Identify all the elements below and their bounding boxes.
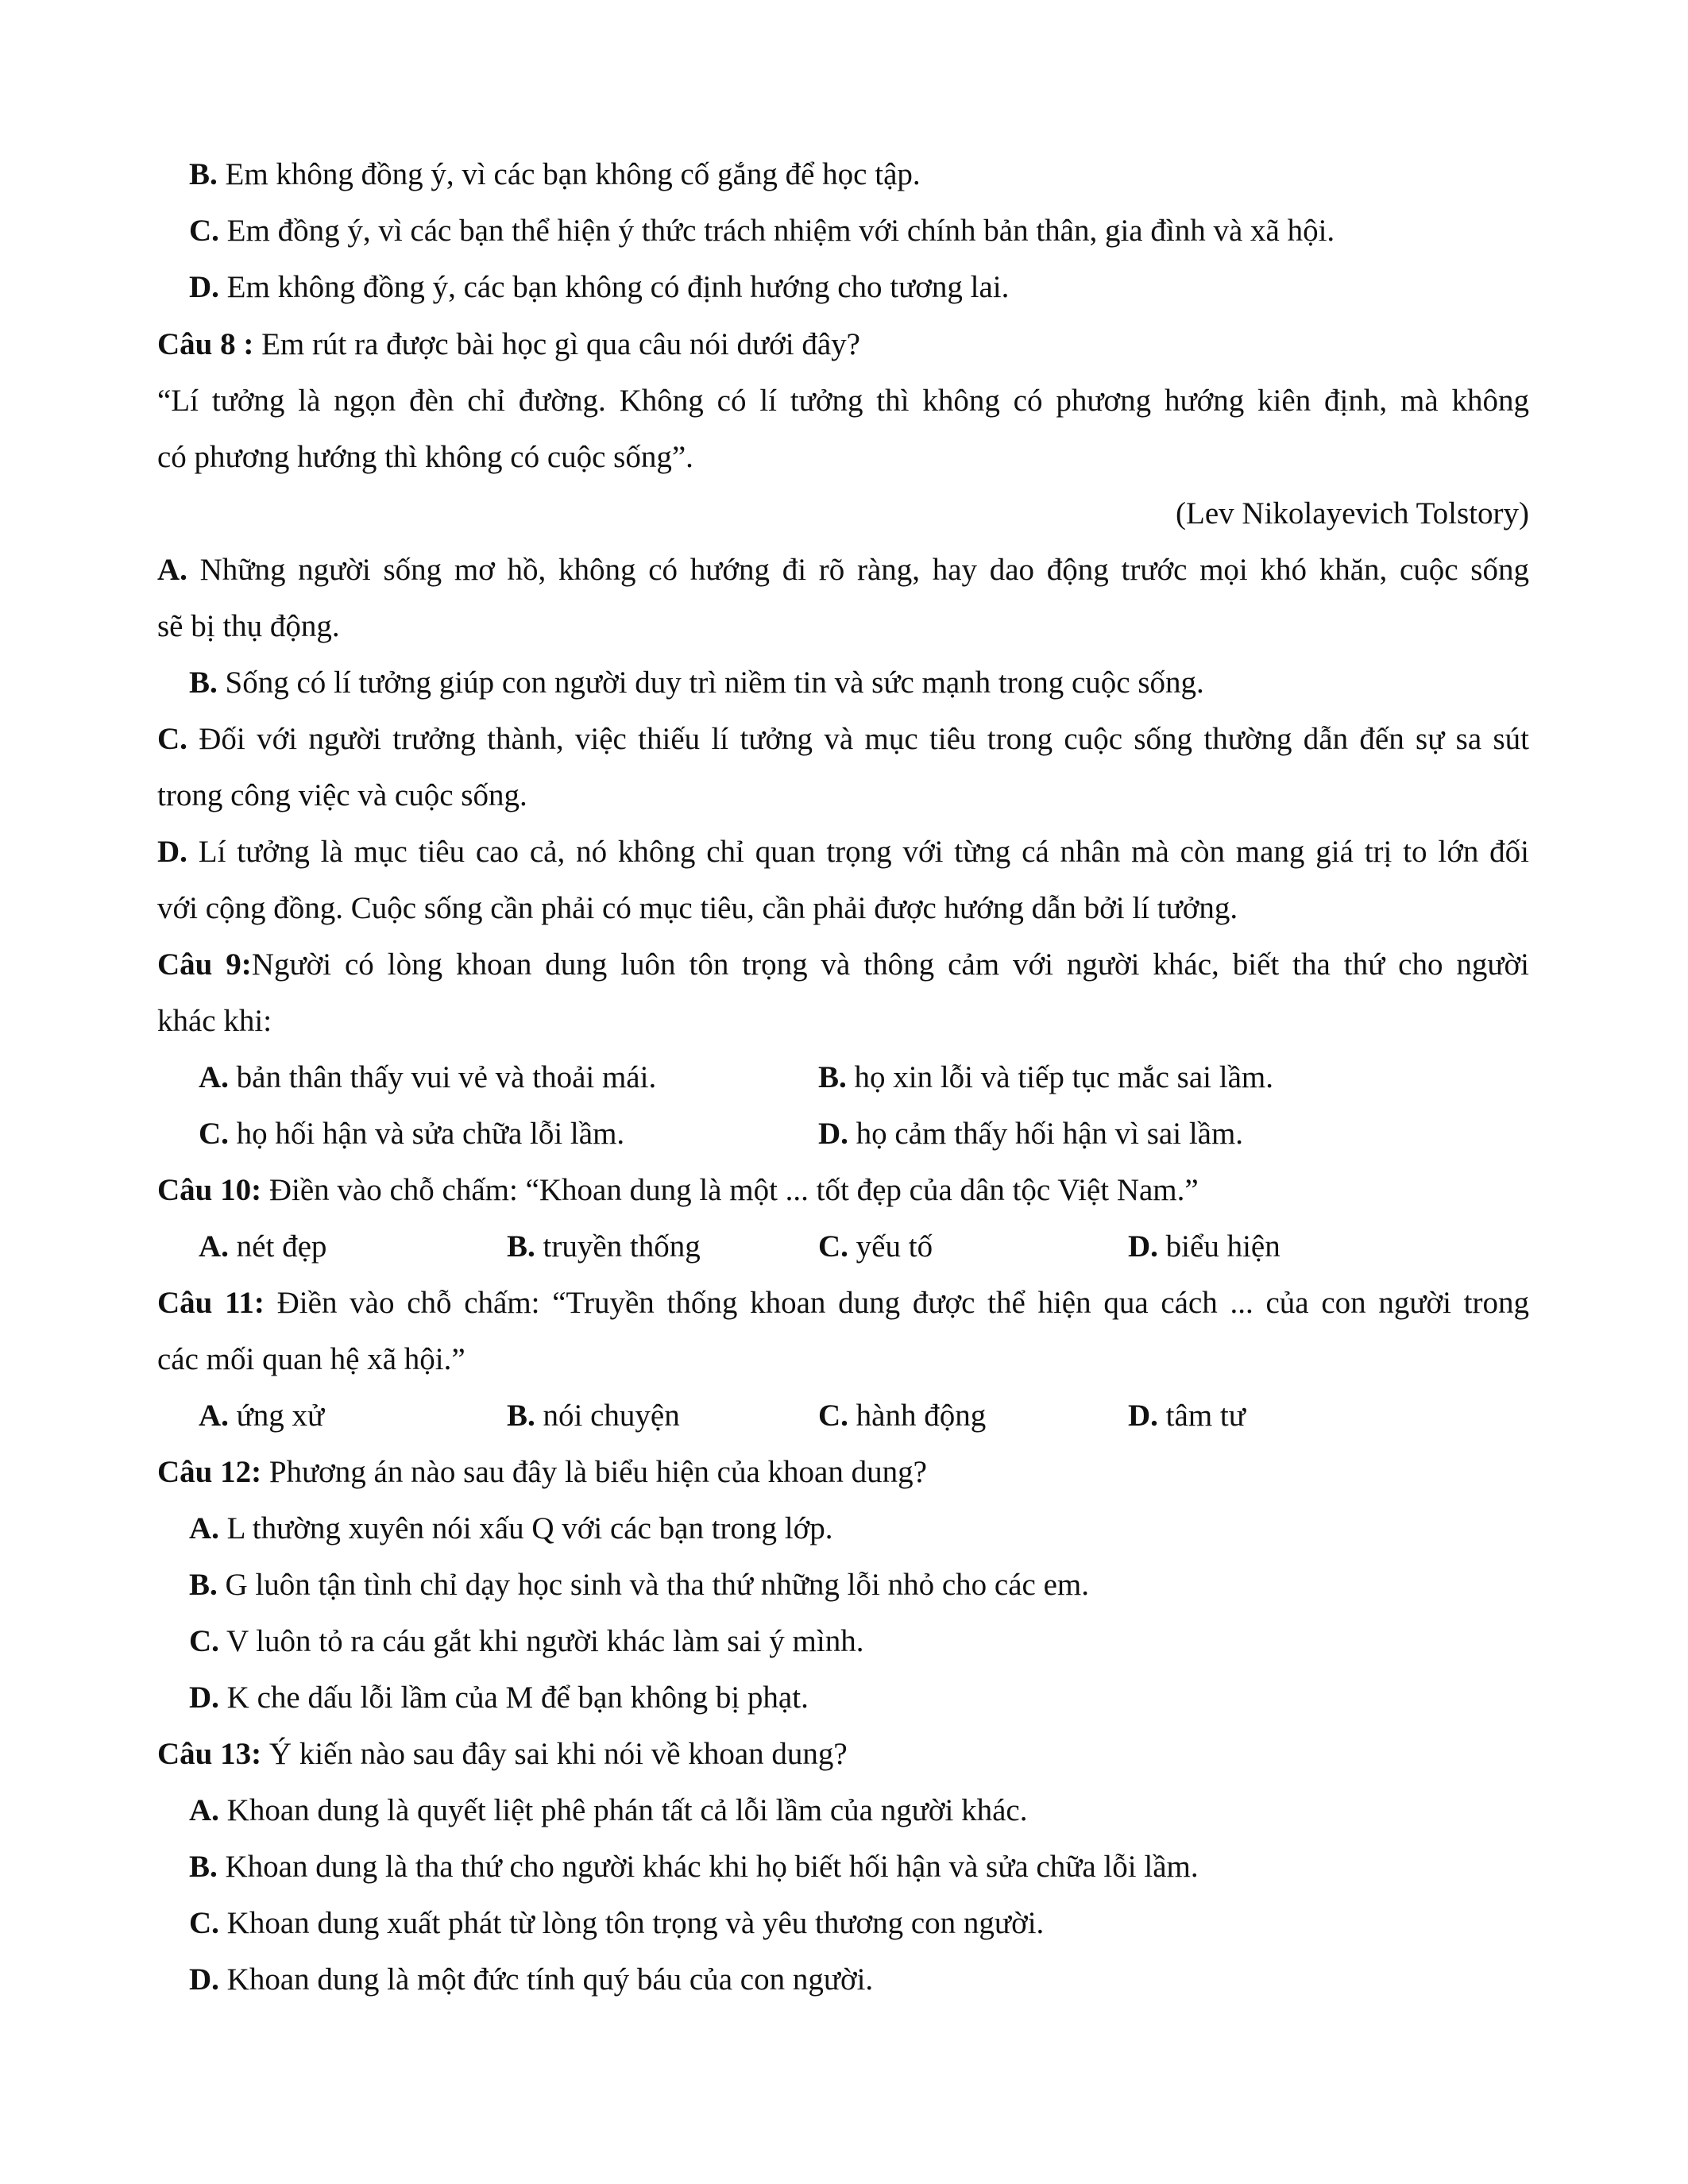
q12-option-d [189,1679,809,1717]
option-text: ứng xử [228,1399,325,1433]
q10-question [157,1171,1199,1210]
q7-option-d [189,268,1009,307]
q11-option-b [507,1397,680,1435]
option-label: D. [189,1962,219,1997]
q13-option-a [189,1792,1027,1830]
option-text: V luôn tỏ ra cáu gắt khi người khác làm sai ý mình. [218,1624,864,1658]
q8-question [157,326,860,364]
option-text: Đối với người trưởng thành, việc thiếu lí tưởng và mục tiêu trong cuộc sống thường dẫn đến sự sa sút [187,722,1529,756]
option-label: A. [199,1060,229,1094]
question-text: Phương án nào sau đây là biểu hiện của khoan dung? [261,1455,927,1489]
option-label: C. [189,1624,219,1658]
option-text: Em đồng ý, vì các bạn thể hiện ý thức trách nhiệm với chính bản thân, gia đình và xã hội. [218,214,1335,248]
q11-option-c [818,1397,986,1435]
q9-option-b [818,1059,1273,1097]
option-label: A. [199,1229,229,1264]
question-text: Người có lòng khoan dung luôn tôn trọng và thông cảm với người khác, biết tha thứ cho người [251,947,1530,982]
q12-option-b [189,1566,1089,1604]
q9-option-a [199,1059,656,1097]
option-label: B. [818,1060,847,1094]
q9-option-d [818,1115,1243,1153]
option-text: Lí tưởng là mục tiêu cao cả, nó không chỉ quan trọng với từng cá nhân mà còn mang giá trị to lớn đối [187,835,1529,869]
question-text: Em rút ra được bài học gì qua câu nói dưới đây? [253,327,860,361]
option-label: C. [818,1399,848,1433]
question-label: Câu 12: [157,1455,262,1489]
option-label: B. [189,157,218,191]
question-text: Ý kiến nào sau đây sai khi nói về khoan dung? [261,1737,848,1771]
option-text: yếu tố [848,1229,933,1264]
question-text: Điền vào chỗ chấm: “Truyền thống khoan dung được thể hiện qua cách ... của con người trong [264,1286,1529,1320]
q9-question-line1 [157,946,1529,984]
option-label: C. [199,1117,229,1151]
q12-question [157,1453,927,1491]
option-label: C. [818,1229,848,1264]
option-text: K che dấu lỗi lầm của M để bạn không bị phạt. [218,1680,809,1715]
q8-quote-line2: có phương hướng thì không có cuộc sống”. [157,440,693,474]
q13-question [157,1735,848,1773]
option-text: Khoan dung xuất phát từ lòng tôn trọng và yêu thương con người. [218,1906,1045,1940]
option-text: L thường xuyên nói xấu Q với các bạn trong lớp. [218,1511,833,1545]
option-text: biểu hiện [1157,1229,1280,1264]
q10-options-row [0,1228,1688,1266]
option-label: D. [1128,1229,1158,1264]
option-label: A. [199,1399,229,1433]
option-label: C. [157,722,187,756]
option-text: Em không đồng ý, các bạn không có định hướng cho tương lai. [218,270,1010,304]
q8-quote-line1: “Lí tưởng là ngọn đèn chỉ đường. Không có lí tưởng thì không có phương hướng kiên định, mà không [157,384,1529,418]
q11-question-line2: các mối quan hệ xã hội.” [157,1342,465,1376]
q13-option-d [189,1961,873,1999]
option-label: D. [1128,1399,1158,1433]
q10-option-b [507,1228,701,1266]
option-text: Những người sống mơ hồ, không có hướng đi rõ ràng, hay dao động trước mọi khó khăn, cuộc sống [187,553,1529,587]
option-text: họ xin lỗi và tiếp tục mắc sai lầm. [846,1060,1273,1094]
option-label: C. [189,214,219,248]
option-text: Khoan dung là một đức tính quý báu của con người. [218,1962,874,1997]
question-label: Câu 9: [157,947,252,982]
q8-option-a-line2: sẽ bị thụ động. [157,609,340,643]
option-text: bản thân thấy vui vẻ và thoải mái. [228,1060,657,1094]
option-label: B. [507,1229,535,1264]
q11-option-d [1128,1397,1246,1435]
option-label: A. [157,553,187,587]
q13-option-b [189,1848,1199,1886]
option-label: B. [189,1568,218,1602]
q12-option-c [189,1623,863,1661]
option-text: G luôn tận tình chỉ dạy học sinh và tha thứ những lỗi nhỏ cho các em. [217,1568,1089,1602]
q7-option-c [189,212,1335,250]
q10-option-d [1128,1228,1280,1266]
option-label: B. [189,1850,218,1884]
option-text: Em không đồng ý, vì các bạn không cố gắng để học tập. [217,157,921,191]
q9-option-c [199,1115,624,1153]
q10-option-a [199,1228,326,1266]
q12-option-a [189,1510,833,1548]
option-text: hành động [848,1399,987,1433]
q7-option-b [189,156,921,194]
option-label: A. [189,1793,219,1827]
q11-question-line1 [157,1284,1529,1322]
option-text: Khoan dung là quyết liệt phê phán tất cả lỗi lầm của người khác. [218,1793,1028,1827]
q8-option-a-line1 [157,551,1529,589]
q8-author: (Lev Nikolayevich Tolstory) [1176,496,1529,531]
option-text: nét đẹp [228,1229,327,1264]
question-label: Câu 8 : [157,327,254,361]
option-label: C. [189,1906,219,1940]
option-text: họ cảm thấy hối hận vì sai lầm. [848,1117,1244,1151]
q11-option-a [199,1397,324,1435]
option-text: Sống có lí tưởng giúp con người duy trì niềm tin và sức mạnh trong cuộc sống. [217,666,1204,700]
option-label: D. [189,1680,219,1715]
question-text: Điền vào chỗ chấm: “Khoan dung là một ... tốt đẹp của dân tộc Việt Nam.” [261,1173,1199,1207]
q9-options-row1 [0,1059,1688,1097]
q11-options-row [0,1397,1688,1435]
option-label: D. [189,270,219,304]
q9-question-line2: khác khi: [157,1004,272,1038]
option-label: A. [189,1511,219,1545]
q9-options-row2 [0,1115,1688,1153]
option-label: D. [818,1117,848,1151]
option-text: truyền thống [535,1229,701,1264]
q8-option-d-line2: với cộng đồng. Cuộc sống cần phải có mục tiêu, cần phải được hướng dẫn bởi lí tưởng. [157,891,1238,925]
option-label: D. [157,835,187,869]
option-text: Khoan dung là tha thứ cho người khác khi họ biết hối hận và sửa chữa lỗi lầm. [217,1850,1199,1884]
question-label: Câu 13: [157,1737,262,1771]
question-label: Câu 10: [157,1173,262,1207]
q8-option-c-line2: trong công việc và cuộc sống. [157,778,527,812]
option-label: B. [189,666,218,700]
q13-option-c [189,1904,1044,1943]
option-label: B. [507,1399,535,1433]
q8-option-c-line1 [157,720,1529,758]
q8-option-d-line1 [157,833,1529,871]
question-label: Câu 11: [157,1286,265,1320]
option-text: nói chuyện [535,1399,680,1433]
option-text: tâm tư [1157,1399,1246,1433]
option-text: họ hối hận và sửa chữa lỗi lầm. [228,1117,625,1151]
q8-option-b [189,664,1204,702]
q10-option-c [818,1228,933,1266]
